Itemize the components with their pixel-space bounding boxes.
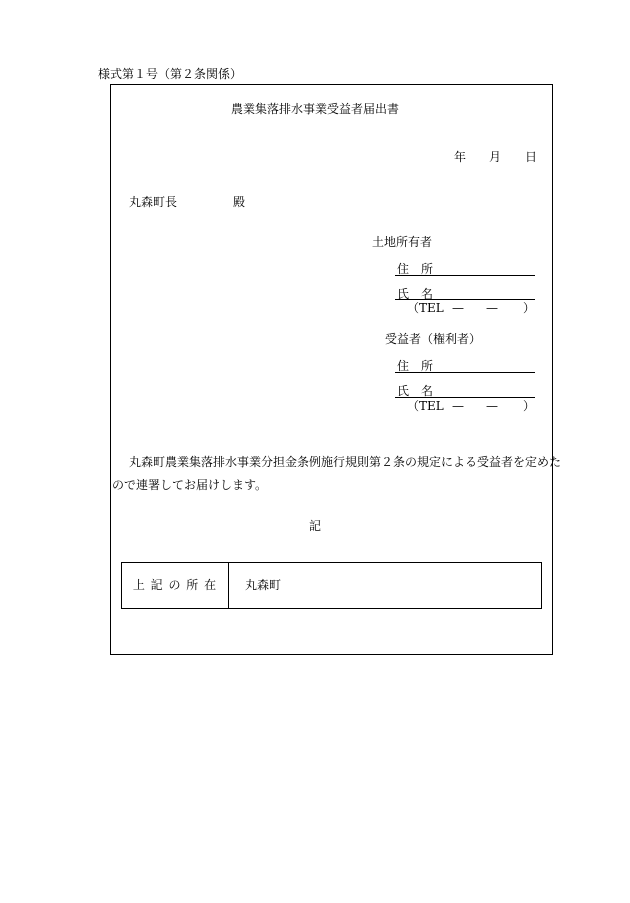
beneficiary-tel-separator: — xyxy=(486,399,498,413)
beneficiary-tel-separator: — xyxy=(452,399,464,413)
owner-name-label: 氏 名 xyxy=(397,287,434,301)
date-month-label: 月 xyxy=(489,150,502,164)
location-table xyxy=(121,562,542,609)
date-year-label: 年 xyxy=(454,150,467,164)
body-text-line-1: 丸森町農業集落排水事業分担金条例施行規則第２条の規定による受益者を定めた xyxy=(129,455,562,469)
owner-tel-separator: — xyxy=(486,301,498,315)
ki-notation: 記 xyxy=(308,519,321,533)
addressee-honorific: 殿 xyxy=(233,195,246,209)
form-number-label: 様式第１号（第２条関係） xyxy=(98,67,243,81)
location-value-field[interactable]: 丸森町 xyxy=(245,578,282,592)
location-table-divider xyxy=(228,563,229,608)
beneficiary-name-field[interactable] xyxy=(395,397,535,398)
beneficiary-tel-close: ） xyxy=(523,399,536,413)
owner-address-field[interactable] xyxy=(395,275,535,276)
beneficiary-tel-label: （TEL xyxy=(407,399,444,413)
owner-address-label: 住 所 xyxy=(397,262,434,276)
beneficiary-heading: 受益者（権利者） xyxy=(385,332,482,346)
date-day-label: 日 xyxy=(525,150,538,164)
owner-name-field[interactable] xyxy=(395,299,535,300)
beneficiary-address-field[interactable] xyxy=(395,372,535,373)
owner-tel-separator: — xyxy=(452,301,464,315)
owner-tel-label: （TEL xyxy=(407,301,444,315)
addressee-name: 丸森町長 xyxy=(129,195,178,209)
beneficiary-name-label: 氏 名 xyxy=(397,384,434,398)
owner-heading: 土地所有者 xyxy=(372,235,433,249)
beneficiary-address-label: 住 所 xyxy=(397,359,434,373)
owner-tel-close: ） xyxy=(523,301,536,315)
location-label: 上 記 の 所 在 xyxy=(132,578,218,592)
body-text-line-2: ので連署してお届けします。 xyxy=(112,478,268,492)
document-title: 農業集落排水事業受益者届出書 xyxy=(230,102,399,116)
